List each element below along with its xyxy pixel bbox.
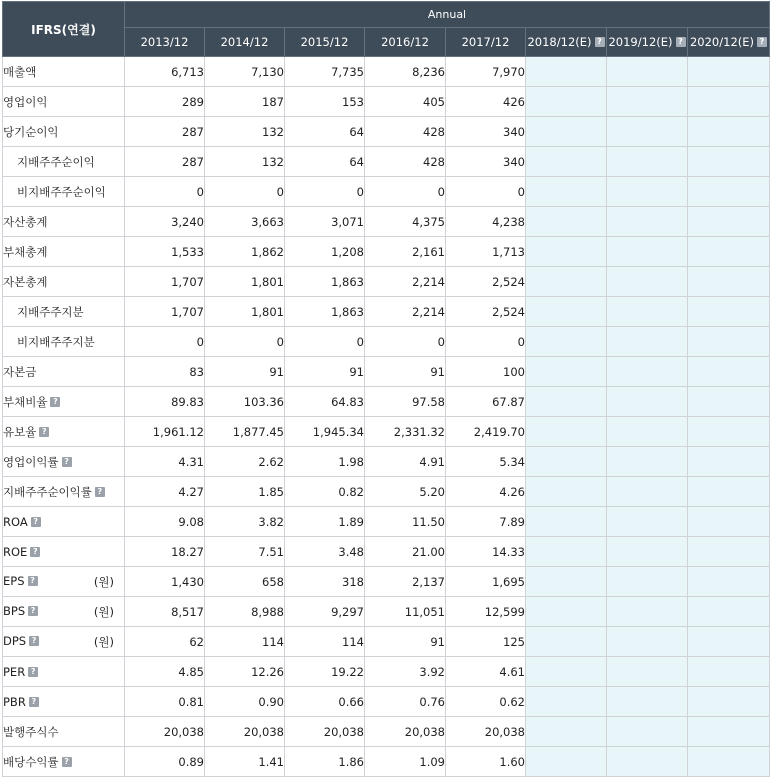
table-row [3,387,770,417]
estimate-cell [526,177,607,207]
estimate-year-label: 2020/12(E) [689,34,754,49]
row-label-text: DPS [3,633,27,648]
table-row [3,117,770,147]
estimate-year-header [607,27,688,56]
value-cell: 2,161 [365,237,446,267]
value-cell: 114 [205,627,285,657]
row-label-text: 지배주주지분 [17,304,84,319]
row-label-text: 배당수익률 [3,754,59,769]
estimate-cell [688,237,770,267]
estimate-cell [607,357,688,387]
estimate-cell [526,267,607,297]
value-cell: 1.86 [285,747,365,777]
table-row [3,297,770,327]
value-cell: 340 [446,117,526,147]
estimate-cell [688,717,770,747]
estimate-cell [607,657,688,687]
table-row [3,327,770,357]
row-label [3,417,125,447]
value-cell: 2,214 [365,297,446,327]
help-icon[interactable]: ? [28,667,38,677]
estimate-cell [607,267,688,297]
value-cell: 103.36 [205,387,285,417]
estimate-cell [607,567,688,597]
value-cell: 1.85 [205,477,285,507]
value-cell: 0 [446,327,526,357]
value-cell: 4.91 [365,447,446,477]
row-label [3,477,125,507]
table-row [3,717,770,747]
estimate-cell [526,627,607,657]
estimate-cell [607,417,688,447]
value-cell: 1,863 [285,267,365,297]
value-cell: 18.27 [125,537,205,567]
value-cell: 91 [365,357,446,387]
estimate-cell [607,447,688,477]
value-cell: 405 [365,87,446,117]
value-cell: 2,524 [446,297,526,327]
estimate-cell [526,357,607,387]
value-cell: 153 [285,87,365,117]
row-label-text: 지배주주순이익률 [3,484,92,499]
value-cell: 2.62 [205,447,285,477]
estimate-cell [688,57,770,87]
row-label [3,537,125,567]
value-cell: 0 [285,327,365,357]
value-cell: 132 [205,147,285,177]
value-cell: 0 [365,177,446,207]
table-row [3,687,770,717]
help-icon[interactable]: ? [95,487,105,497]
estimate-cell [607,57,688,87]
help-icon[interactable]: ? [28,606,38,616]
value-cell: 1,695 [446,567,526,597]
value-cell: 4.85 [125,657,205,687]
help-icon[interactable]: ? [757,37,767,47]
estimate-cell [688,207,770,237]
value-cell: 0.89 [125,747,205,777]
table-header [3,2,770,57]
table-row [3,177,770,207]
value-cell: 11,051 [365,597,446,627]
table-row [3,447,770,477]
estimate-cell [607,537,688,567]
value-cell: 1,533 [125,237,205,267]
year-header: 2015/12 [285,27,365,56]
value-cell: 289 [125,87,205,117]
estimate-cell [607,747,688,777]
estimate-cell [688,567,770,597]
estimate-cell [526,477,607,507]
year-header: 2016/12 [365,27,446,56]
estimate-cell [688,507,770,537]
value-cell: 4,238 [446,207,526,237]
value-cell: 4.61 [446,657,526,687]
value-cell: 1,713 [446,237,526,267]
value-cell: 0.66 [285,687,365,717]
table-row [3,87,770,117]
value-cell: 4.26 [446,477,526,507]
estimate-cell [688,447,770,477]
value-cell: 12.26 [205,657,285,687]
estimate-cell [526,387,607,417]
value-cell: 9.08 [125,507,205,537]
value-cell: 14.33 [446,537,526,567]
row-label-text: ROE [3,544,28,559]
estimate-year-header [688,27,770,56]
table-row [3,417,770,447]
value-cell: 1,208 [285,237,365,267]
value-cell: 62 [125,627,205,657]
value-cell: 0.90 [205,687,285,717]
table-row [3,477,770,507]
value-cell: 21.00 [365,537,446,567]
value-cell: 187 [205,87,285,117]
row-label [3,177,125,207]
row-label [3,87,125,117]
value-cell: 2,524 [446,267,526,297]
value-cell: 64 [285,147,365,177]
estimate-cell [607,327,688,357]
value-cell: 5.20 [365,477,446,507]
value-cell: 287 [125,117,205,147]
estimate-cell [688,87,770,117]
row-unit: (원) [93,604,114,619]
row-label [3,237,125,267]
estimate-cell [688,387,770,417]
row-unit: (원) [93,574,114,589]
estimate-cell [688,147,770,177]
header-row-top [3,2,770,28]
row-label [3,357,125,387]
value-cell: 83 [125,357,205,387]
value-cell: 12,599 [446,597,526,627]
value-cell: 97.58 [365,387,446,417]
value-cell: 0 [285,177,365,207]
value-cell: 3.48 [285,537,365,567]
value-cell: 7.89 [446,507,526,537]
value-cell: 132 [205,117,285,147]
table-row [3,507,770,537]
year-header: 2014/12 [205,27,285,56]
row-label-text: PBR [3,694,26,709]
year-header: 2013/12 [125,27,205,56]
annual-group-header: Annual [125,2,770,28]
value-cell: 1,707 [125,297,205,327]
row-unit: (원) [93,634,114,649]
help-icon[interactable]: ? [29,636,39,646]
row-label-text: 영업이익률 [3,454,59,469]
estimate-cell [607,477,688,507]
row-label [3,297,125,327]
estimate-cell [526,207,607,237]
estimate-cell [526,57,607,87]
estimate-cell [526,237,607,267]
estimate-cell [607,687,688,717]
row-label [3,267,125,297]
value-cell: 4.31 [125,447,205,477]
estimate-cell [688,597,770,627]
value-cell: 0 [446,177,526,207]
row-label [3,447,125,477]
value-cell: 0 [205,177,285,207]
estimate-cell [607,627,688,657]
value-cell: 91 [285,357,365,387]
estimate-year-label: 2018/12(E) [527,34,592,49]
estimate-cell [688,117,770,147]
row-label-text: 영업이익 [3,94,48,109]
value-cell: 11.50 [365,507,446,537]
estimate-cell [688,357,770,387]
estimate-year-header [526,27,607,56]
row-label [3,507,125,537]
financial-summary-table [2,1,770,777]
value-cell: 4.27 [125,477,205,507]
estimate-cell [607,387,688,417]
value-cell: 20,038 [446,717,526,747]
estimate-cell [688,747,770,777]
row-label-text: 유보율 [3,424,37,439]
row-label-text: 당기순이익 [3,124,59,139]
row-label [3,117,125,147]
value-cell: 3.92 [365,657,446,687]
value-cell: 1,877.45 [205,417,285,447]
row-label [3,567,125,597]
estimate-cell [688,417,770,447]
row-label-text: 부채비율 [3,394,48,409]
table-row [3,747,770,777]
row-label [3,147,125,177]
year-header: 2017/12 [446,27,526,56]
estimate-cell [688,477,770,507]
value-cell: 8,517 [125,597,205,627]
value-cell: 91 [365,627,446,657]
estimate-cell [526,537,607,567]
estimate-cell [526,717,607,747]
value-cell: 20,038 [365,717,446,747]
value-cell: 340 [446,147,526,177]
estimate-cell [526,117,607,147]
row-label [3,327,125,357]
value-cell: 7.51 [205,537,285,567]
value-cell: 1,961.12 [125,417,205,447]
row-label-text: 발행주식수 [3,724,59,739]
value-cell: 1,945.34 [285,417,365,447]
table-row [3,657,770,687]
estimate-year-label: 2019/12(E) [608,34,673,49]
value-cell: 91 [205,357,285,387]
value-cell: 0.62 [446,687,526,717]
estimate-cell [688,327,770,357]
value-cell: 1.41 [205,747,285,777]
row-label [3,597,125,627]
help-icon[interactable]: ? [31,517,41,527]
value-cell: 1.09 [365,747,446,777]
row-label-text: ROA [3,514,28,529]
value-cell: 0.81 [125,687,205,717]
value-cell: 20,038 [285,717,365,747]
estimate-cell [688,657,770,687]
help-icon[interactable]: ? [595,37,605,47]
row-label-text: BPS [3,603,26,618]
table-body [3,57,770,777]
table-row [3,567,770,597]
estimate-cell [526,417,607,447]
table-row [3,627,770,657]
estimate-cell [607,717,688,747]
row-label-text: 자산총계 [3,214,48,229]
value-cell: 100 [446,357,526,387]
table-row [3,147,770,177]
row-label-text: PER [3,664,26,679]
value-cell: 3,663 [205,207,285,237]
value-cell: 1,801 [205,267,285,297]
value-cell: 1,801 [205,297,285,327]
value-cell: 287 [125,147,205,177]
value-cell: 67.87 [446,387,526,417]
value-cell: 428 [365,117,446,147]
help-icon[interactable]: ? [29,697,39,707]
value-cell: 2,214 [365,267,446,297]
estimate-cell [526,687,607,717]
estimate-cell [688,177,770,207]
estimate-cell [526,597,607,627]
estimate-cell [607,207,688,237]
help-icon[interactable]: ? [39,427,49,437]
value-cell: 0 [205,327,285,357]
value-cell: 7,970 [446,57,526,87]
table-row [3,267,770,297]
row-label-text: 매출액 [3,64,37,79]
estimate-cell [526,327,607,357]
help-icon[interactable]: ? [28,576,38,586]
estimate-cell [526,657,607,687]
help-icon[interactable]: ? [62,457,72,467]
value-cell: 125 [446,627,526,657]
value-cell: 2,137 [365,567,446,597]
value-cell: 64 [285,117,365,147]
row-label-text: 자본총계 [3,274,48,289]
value-cell: 1.89 [285,507,365,537]
estimate-cell [688,687,770,717]
row-label-text: 비지배주주지분 [17,334,95,349]
estimate-cell [526,147,607,177]
value-cell: 9,297 [285,597,365,627]
estimate-cell [526,507,607,537]
table-row [3,537,770,567]
estimate-cell [526,567,607,597]
row-label [3,387,125,417]
value-cell: 20,038 [205,717,285,747]
table-row [3,237,770,267]
value-cell: 8,236 [365,57,446,87]
table-row [3,597,770,627]
value-cell: 3,071 [285,207,365,237]
estimate-cell [607,297,688,327]
row-label-text: 비지배주주순이익 [17,184,106,199]
estimate-cell [526,297,607,327]
value-cell: 318 [285,567,365,597]
estimate-cell [688,537,770,567]
value-cell: 20,038 [125,717,205,747]
estimate-cell [526,87,607,117]
estimate-cell [607,87,688,117]
table-row [3,357,770,387]
row-label [3,627,125,657]
value-cell: 7,130 [205,57,285,87]
estimate-cell [607,507,688,537]
row-label [3,687,125,717]
value-cell: 1.60 [446,747,526,777]
row-label-text: 지배주주순이익 [17,154,95,169]
row-label-text: 부채총계 [3,244,48,259]
estimate-cell [607,177,688,207]
value-cell: 1.98 [285,447,365,477]
estimate-cell [526,747,607,777]
value-cell: 428 [365,147,446,177]
row-label [3,207,125,237]
value-cell: 0 [365,327,446,357]
help-icon[interactable]: ? [50,397,60,407]
value-cell: 1,863 [285,297,365,327]
row-label [3,717,125,747]
help-icon[interactable]: ? [62,757,72,767]
row-label [3,747,125,777]
estimate-cell [607,117,688,147]
value-cell: 1,430 [125,567,205,597]
estimate-cell [607,597,688,627]
estimate-cell [526,447,607,477]
table-row [3,57,770,87]
value-cell: 658 [205,567,285,597]
value-cell: 114 [285,627,365,657]
row-label-text: 자본금 [3,364,37,379]
value-cell: 8,988 [205,597,285,627]
value-cell: 5.34 [446,447,526,477]
row-label [3,57,125,87]
estimate-cell [607,237,688,267]
value-cell: 1,862 [205,237,285,267]
row-label [3,657,125,687]
estimate-cell [688,267,770,297]
value-cell: 64.83 [285,387,365,417]
value-cell: 0.76 [365,687,446,717]
corner-header-ifrs: IFRS(연결) [3,2,125,57]
estimate-cell [607,147,688,177]
help-icon[interactable]: ? [676,37,686,47]
estimate-cell [688,627,770,657]
help-icon[interactable]: ? [30,547,40,557]
value-cell: 0 [125,177,205,207]
value-cell: 3.82 [205,507,285,537]
row-label-text: EPS [3,573,25,588]
value-cell: 2,331.32 [365,417,446,447]
value-cell: 1,707 [125,267,205,297]
value-cell: 0 [125,327,205,357]
estimate-cell [688,297,770,327]
value-cell: 4,375 [365,207,446,237]
value-cell: 89.83 [125,387,205,417]
value-cell: 7,735 [285,57,365,87]
value-cell: 426 [446,87,526,117]
value-cell: 3,240 [125,207,205,237]
value-cell: 2,419.70 [446,417,526,447]
value-cell: 6,713 [125,57,205,87]
value-cell: 0.82 [285,477,365,507]
table-row [3,207,770,237]
value-cell: 19.22 [285,657,365,687]
